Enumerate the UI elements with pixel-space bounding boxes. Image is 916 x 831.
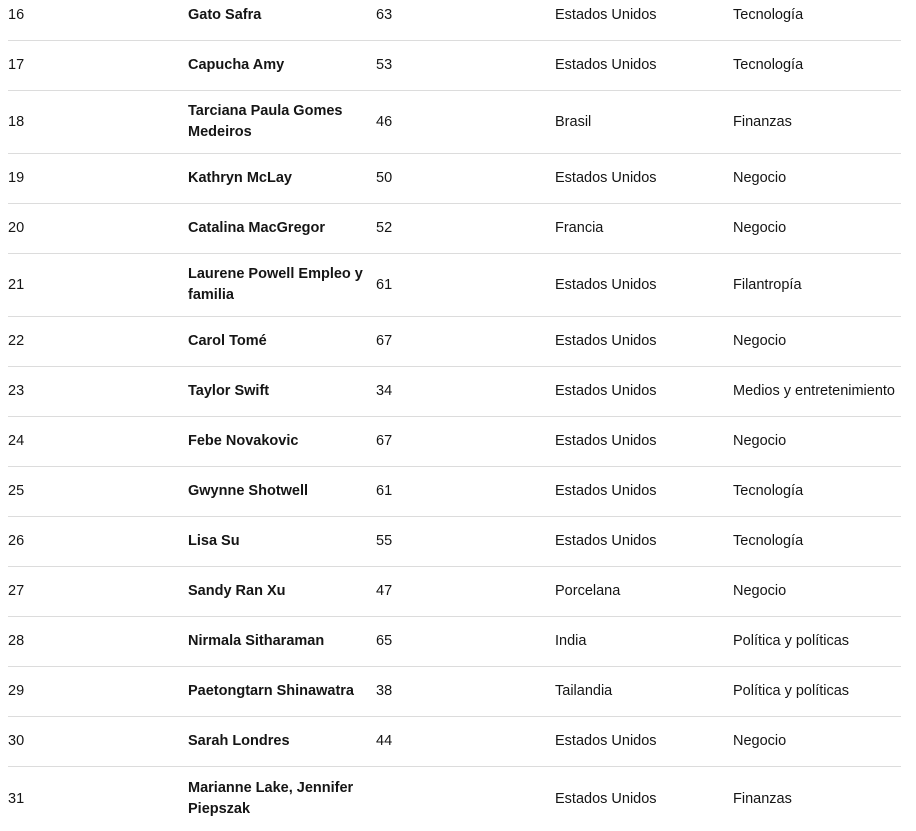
name-cell: Nirmala Sitharaman — [188, 633, 325, 649]
country-cell: Estados Unidos — [555, 7, 657, 23]
rank-cell: 30 — [8, 733, 25, 749]
category-cell: Negocio — [733, 170, 787, 186]
country-cell: Estados Unidos — [555, 790, 657, 807]
country-cell: Estados Unidos — [555, 57, 657, 73]
country-cell: Porcelana — [555, 583, 621, 599]
ranking-table — [8, 0, 901, 831]
name-cell: Lisa Su — [188, 533, 240, 549]
table-row — [8, 204, 901, 254]
name-cell: Febe Novakovic — [188, 433, 299, 449]
table-row — [8, 617, 901, 667]
table-row — [8, 317, 901, 367]
table-row — [8, 467, 901, 517]
rank-cell: 20 — [8, 220, 25, 236]
name-cell: Laurene Powell Empleo y familia — [188, 266, 363, 303]
table-row — [8, 417, 901, 467]
category-cell: Negocio — [733, 583, 787, 599]
rank-cell: 23 — [8, 383, 25, 399]
name-cell: Catalina MacGregor — [188, 220, 325, 236]
rank-cell: 26 — [8, 533, 25, 549]
country-cell: India — [555, 633, 587, 649]
category-cell: Política y políticas — [733, 683, 850, 699]
age-cell — [376, 767, 436, 831]
rank-cell: 29 — [8, 683, 25, 699]
name-cell: Capucha Amy — [188, 57, 285, 73]
category-cell: Tecnología — [733, 57, 804, 73]
rank-cell: 16 — [8, 7, 25, 23]
name-cell: Gato Safra — [188, 7, 262, 23]
table-row — [8, 667, 901, 717]
name-cell: Kathryn McLay — [188, 170, 292, 186]
name-cell: Taylor Swift — [188, 383, 270, 399]
age-cell: 55 — [376, 533, 393, 549]
table-row — [8, 567, 901, 617]
country-cell: Francia — [555, 220, 604, 236]
name-cell: Sarah Londres — [188, 733, 290, 749]
table-row — [8, 41, 901, 91]
category-cell: Política y políticas — [733, 633, 850, 649]
country-cell: Estados Unidos — [555, 276, 657, 293]
age-cell: 50 — [376, 170, 393, 186]
age-cell: 38 — [376, 683, 393, 699]
rank-cell: 22 — [8, 333, 25, 349]
country-cell: Estados Unidos — [555, 333, 657, 349]
rank-cell: 28 — [8, 633, 25, 649]
country-cell: Brasil — [555, 113, 592, 130]
rank-cell: 24 — [8, 433, 25, 449]
category-cell: Negocio — [733, 333, 787, 349]
age-cell: 61 — [376, 276, 393, 293]
table-row — [8, 367, 901, 417]
country-cell: Estados Unidos — [555, 170, 657, 186]
rank-cell: 19 — [8, 170, 25, 186]
age-cell: 44 — [376, 733, 393, 749]
table-row — [8, 717, 901, 767]
age-cell: 53 — [376, 57, 393, 73]
age-cell: 67 — [376, 433, 393, 449]
age-cell: 67 — [376, 333, 393, 349]
category-cell: Finanzas — [733, 113, 792, 130]
country-cell: Estados Unidos — [555, 533, 657, 549]
name-cell: Carol Tomé — [188, 333, 267, 349]
category-cell: Filantropía — [733, 276, 802, 293]
country-cell: Estados Unidos — [555, 383, 657, 399]
table-row — [8, 517, 901, 567]
category-cell: Finanzas — [733, 790, 792, 807]
name-cell: Gwynne Shotwell — [188, 483, 309, 499]
rank-cell: 18 — [8, 113, 25, 130]
category-cell: Negocio — [733, 433, 787, 449]
category-cell: Tecnología — [733, 483, 804, 499]
age-cell: 65 — [376, 633, 393, 649]
age-cell: 61 — [376, 483, 393, 499]
country-cell: Estados Unidos — [555, 483, 657, 499]
name-cell: Marianne Lake, Jennifer Piepszak — [188, 780, 354, 817]
table-row — [8, 154, 901, 204]
rank-cell: 25 — [8, 483, 25, 499]
table-row — [8, 254, 901, 317]
category-cell: Tecnología — [733, 533, 804, 549]
table-row — [8, 767, 901, 831]
category-cell: Tecnología — [733, 7, 804, 23]
age-cell: 34 — [376, 383, 393, 399]
name-cell: Tarciana Paula Gomes Medeiros — [188, 103, 343, 140]
country-cell: Estados Unidos — [555, 733, 657, 749]
age-cell: 46 — [376, 113, 393, 130]
age-cell: 63 — [376, 7, 393, 23]
country-cell: Estados Unidos — [555, 433, 657, 449]
rank-cell: 31 — [8, 790, 25, 807]
category-cell: Medios y entretenimiento — [733, 383, 895, 399]
category-cell: Negocio — [733, 220, 787, 236]
rank-cell: 17 — [8, 57, 25, 73]
rank-cell: 21 — [8, 276, 25, 293]
table-row — [8, 91, 901, 154]
age-cell: 52 — [376, 220, 393, 236]
name-cell: Paetongtarn Shinawatra — [188, 683, 354, 699]
rank-cell: 27 — [8, 583, 25, 599]
category-cell: Negocio — [733, 733, 787, 749]
name-cell: Sandy Ran Xu — [188, 583, 286, 599]
table-row — [8, 0, 901, 41]
age-cell: 47 — [376, 583, 393, 599]
country-cell: Tailandia — [555, 683, 613, 699]
